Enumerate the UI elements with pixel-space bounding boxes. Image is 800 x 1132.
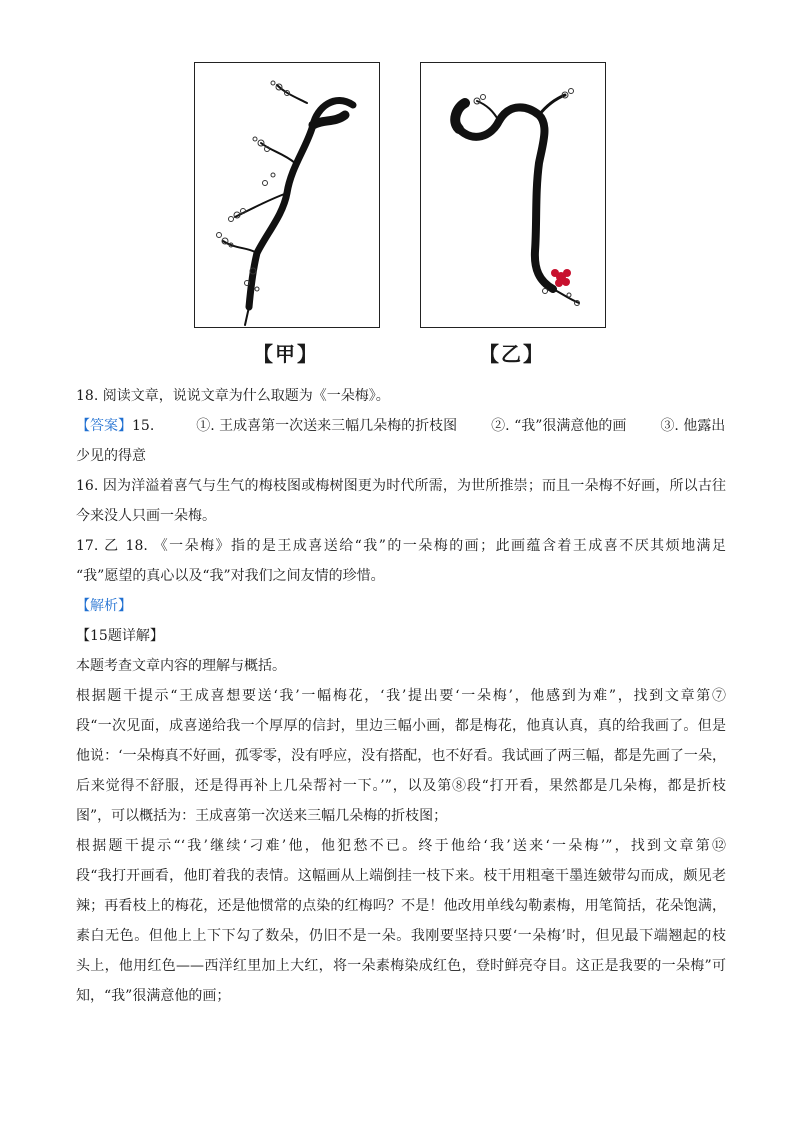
answer-q18-line-2: “我”愿望的真心以及“我”对我们之间友情的珍惜。	[76, 568, 385, 584]
question-answer-section	[76, 381, 726, 1011]
red-plum-blossom	[551, 269, 571, 287]
plum-painting-yi	[420, 62, 606, 328]
analysis-line-3: 段“一次见面，成喜递给我一个厚厚的信封，里边三幅小画，都是梅花，他真认真，真的给我画了。但是	[76, 718, 726, 734]
answer-q15-option-3: ③. 他露出	[660, 418, 726, 434]
analysis-line-11: 头上，他用红色——西洋红里加上大红，将一朵素梅染成红色，登时鲜亮夺目。这正是我要的一朵梅”可	[76, 958, 726, 974]
plum-branch-jia-illustration	[195, 63, 379, 327]
analysis-line-1: 本题考查文章内容的理解与概括。	[76, 658, 286, 674]
answer-label: 【答案】	[76, 418, 132, 434]
answer-q15-number: 15.	[132, 418, 155, 434]
analysis-line-6: 图”，可以概括为：王成喜第一次送来三幅几朵梅的折枝图；	[76, 808, 448, 824]
analysis-subtitle: 【15题详解】	[76, 628, 164, 644]
analysis-line-9: 辣；再看枝上的梅花，还是他惯常的点染的红梅吗？不是！他改用单线勾勒素梅，用笔简括，花朵饱满，	[76, 898, 726, 914]
answer-q15-line	[76, 411, 726, 441]
answer-q17-q18-line-1: 17. 乙 18. 《一朵梅》指的是王成喜送给“我”的一朵梅的画；此画蕴含着王成喜不厌其烦地满足	[76, 538, 726, 554]
analysis-line-10: 素白无色。但他上上下下勾了数朵，仍旧不是一朵。我刚要坚持只要‘一朵梅’时，但见最下端翘起的枝	[76, 928, 726, 944]
analysis-label: 【解析】	[76, 598, 132, 614]
plum-painting-jia	[194, 62, 380, 328]
answer-q15-option-1: ①. 王成喜第一次送来三幅几朵梅的折枝图	[196, 418, 458, 434]
answer-q15-option-2: ②. “我”很满意他的画	[491, 418, 627, 434]
analysis-line-8: 段“我打开画看，他盯着我的表情。这幅画从上端倒挂一枝下来。枝干用粗毫干墨连皴带勾而成，颇见老	[76, 868, 726, 884]
analysis-line-4: 他说：‘一朵梅真不好画，孤零零，没有呼应，没有搭配，也不好看。我试画了两三幅，都是先画了一朵，	[76, 748, 726, 764]
analysis-line-7: 根据题干提示“‘我’继续‘刁难’他，他犯愁不已。终于他给‘我’送来‘一朵梅’”，找到文章第⑫	[76, 838, 726, 854]
question-18: 18. 阅读文章，说说文章为什么取题为《一朵梅》。	[76, 388, 390, 404]
analysis-line-5: 后来觉得不舒服，还是得再补上几朵帮衬一下。’”，以及第⑧段“打开看，果然都是几朵梅，都是折枝	[76, 778, 726, 794]
plum-branch-yi-illustration	[421, 63, 605, 327]
answer-q15-continuation: 少见的得意	[76, 448, 146, 464]
figure-caption-jia: 【甲】	[253, 342, 319, 366]
analysis-line-2: 根据题干提示“王成喜想要送‘我’一幅梅花，‘我’提出要‘一朵梅’，他感到为难”，找到文章第⑦	[76, 688, 726, 704]
answer-q16-line-2: 今来没人只画一朵梅。	[76, 508, 216, 524]
figure-caption-yi: 【乙】	[479, 342, 545, 366]
answer-q16-line-1: 16. 因为洋溢着喜气与生气的梅枝图或梅树图更为时代所需，为世所推崇；而且一朵梅不好画，所以古往	[76, 478, 726, 494]
analysis-line-12: 知，“我”很满意他的画；	[76, 988, 231, 1004]
